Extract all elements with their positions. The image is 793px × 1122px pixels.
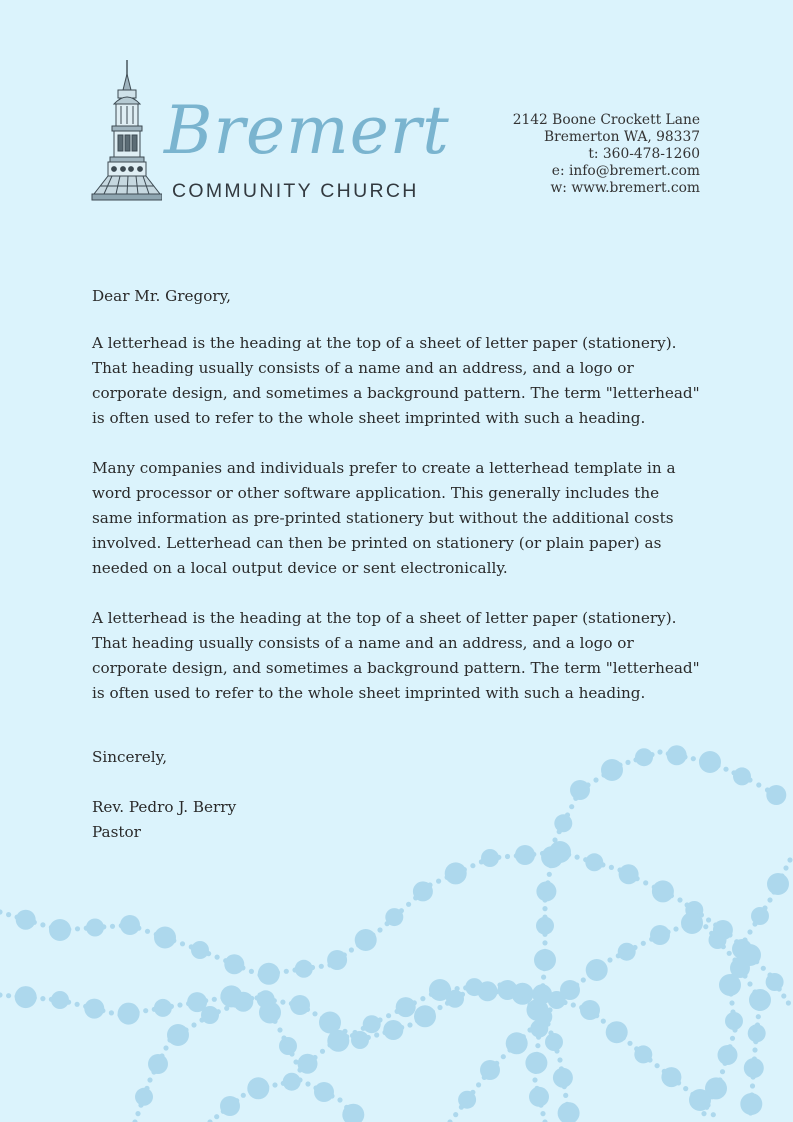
contact-email: e: info@bremert.com [551,163,700,179]
contact-website: w: www.bremert.com [550,180,700,196]
contact-block [513,112,700,197]
signature-name: Rev. Pedro J. Berry [92,798,237,816]
signature-title: Pastor [92,823,141,841]
contact-city: Bremerton WA, 98337 [544,129,700,145]
church-logo [90,60,450,210]
letter-paragraph: Many companies and individuals prefer to create a letterhead template in a word processor or other software application. This generally includes the same information as pre-printed stationery but without the additional costs involved. Letterhead can then be printed on stationery (or plain paper) as needed on a local output device or sent electronically. [92,459,676,577]
church-subtitle: COMMUNITY CHURCH [172,180,419,202]
church-steeple-icon [90,60,162,206]
church-wordmark: Bremert [164,92,450,169]
letter-paragraph: A letterhead is the heading at the top of a sheet of letter paper (stationery). That heading usually consists of a name and an address, and a logo or corporate design, and sometimes a background pattern. The term "letterhead" is often used to refer to the whole sheet imprinted with such a heading. [92,334,700,427]
contact-street: 2142 Boone Crockett Lane [512,112,700,128]
letter-greeting: Dear Mr. Gregory, [92,287,231,305]
letter-body [92,284,704,845]
contact-phone: t: 360-478-1260 [588,146,700,162]
letter-paragraph: A letterhead is the heading at the top of a sheet of letter paper (stationery). That heading usually consists of a name and an address, and a logo or corporate design, and sometimes a background pattern. The term "letterhead" is often used to refer to the whole sheet imprinted with such a heading. [92,609,700,702]
letter-closing: Sincerely, [92,748,168,766]
